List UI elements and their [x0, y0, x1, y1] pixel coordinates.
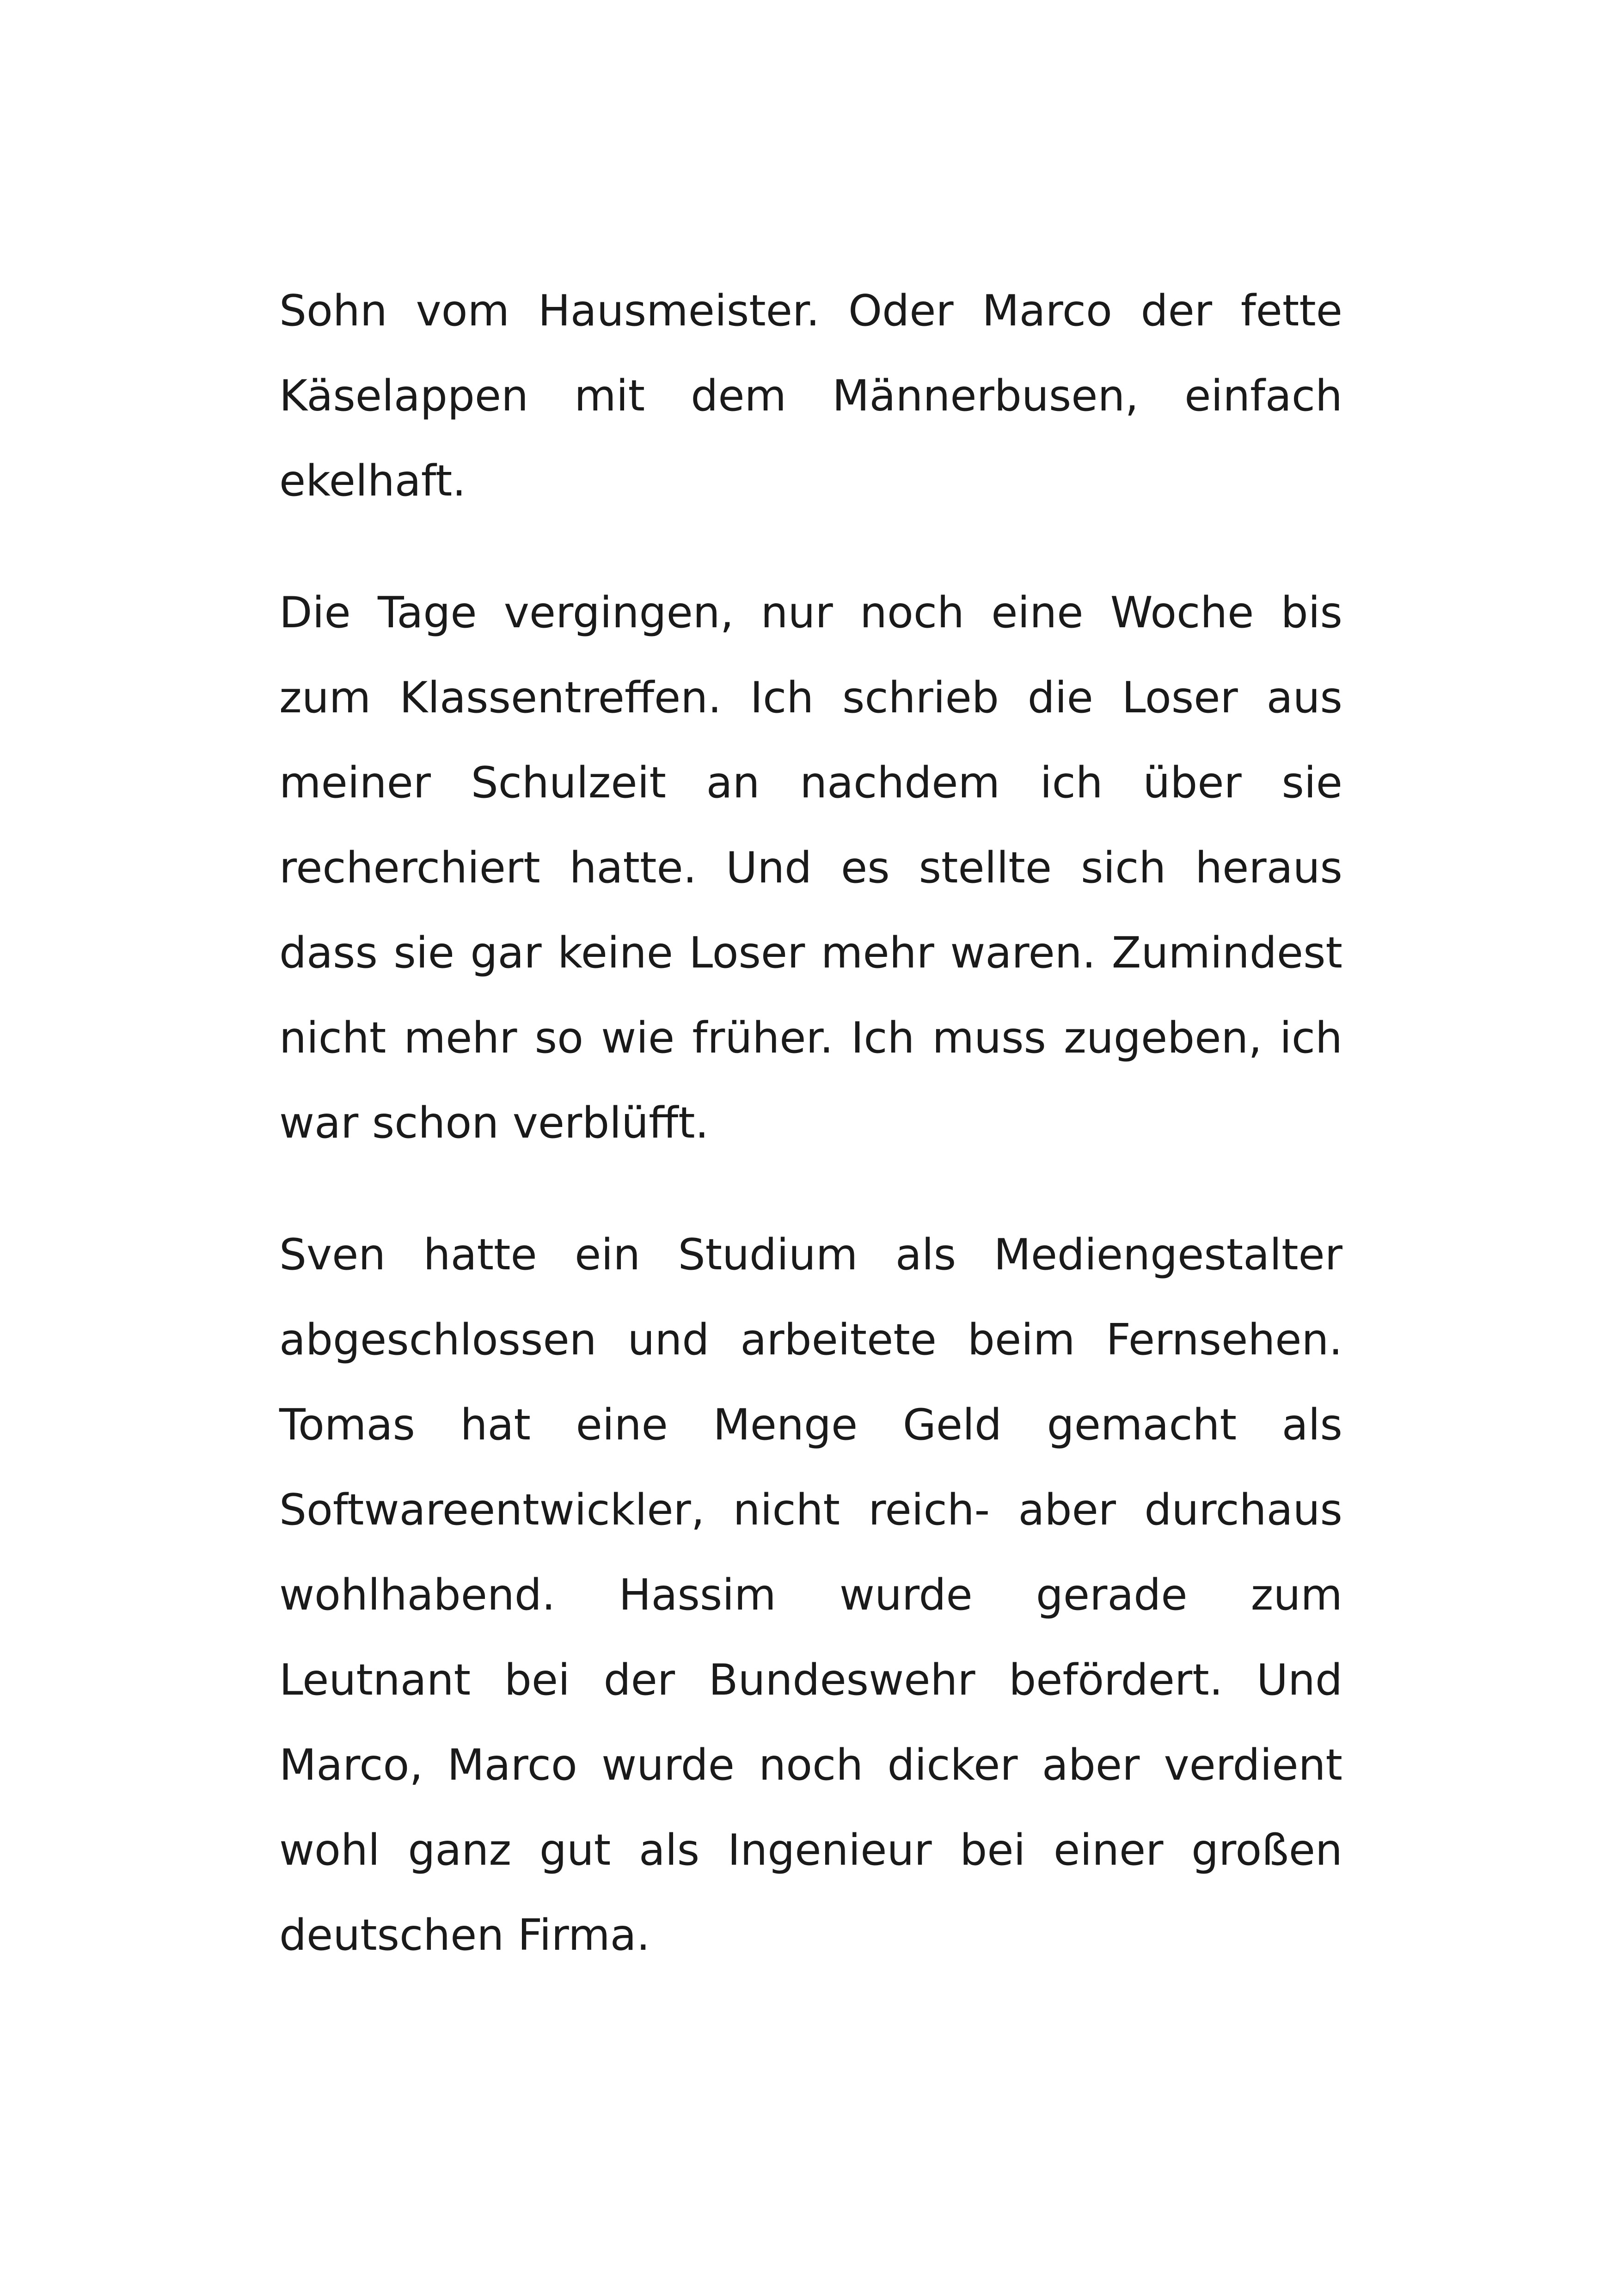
paragraph-3: Sven hatte ein Studium als Mediengestalter abgeschlossen und arbeitete beim Fernsehen. Tomas hat eine Menge Geld gemacht als Softwareentwickler, nicht reich- aber durchaus wohlhabend. Hassim wurde gerade zum Leutnant bei der Bundeswehr befördert. Und Marco, Marco wurde noch dicker aber verdient wohl ganz gut als Ingenieur bei einer großen deutschen Firma.	[279, 1230, 1342, 1960]
paragraph-2: Die Tage vergingen, nur noch eine Woche bis zum Klassentreffen. Ich schrieb die Loser aus meiner Schulzeit an nachdem ich über sie recherchiert hatte. Und es stellte sich heraus dass sie gar keine Loser mehr waren. Zumindest nicht mehr so wie früher. Ich muss zugeben, ich war schon verblüfft.	[279, 588, 1342, 1148]
paragraph-1: Sohn vom Hausmeister. Oder Marco der fette Käselappen mit dem Männerbusen, einfach ekelhaft.	[279, 286, 1342, 506]
body-text	[279, 268, 1342, 1978]
